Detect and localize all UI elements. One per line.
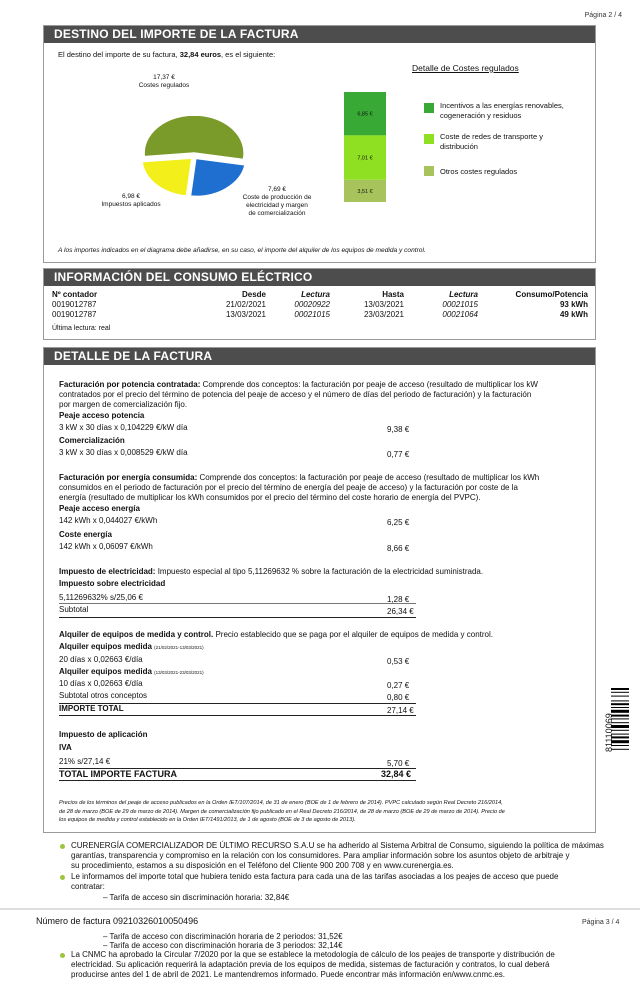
col-consumo: Consumo/Potencia — [515, 289, 588, 299]
consumo-title: INFORMACIÓN DEL CONSUMO ELÉCTRICO — [44, 269, 595, 286]
cell-lectura2: 00021015 — [442, 299, 478, 309]
tarifa-3-periodos: – Tarifa de acceso con discriminación horaria de 3 periodos: 32,14€ — [103, 941, 343, 950]
imp-elec-amount: 1,28 € — [387, 595, 410, 604]
comercializacion-label: Comercialización — [59, 436, 125, 445]
imp-elec-calc: 5,11269632% s/25,06 € — [59, 593, 143, 602]
energia-heading: Facturación por energía consumida: — [59, 473, 198, 482]
table-row — [50, 299, 590, 309]
pie-label-regulados-text: Costes regulados — [138, 82, 190, 89]
cell-lectura1: 00020922 — [294, 299, 330, 309]
factura-number: Número de factura 09210326010050496 — [36, 916, 199, 926]
alquiler2-period: (13/03/2021-23/03/2021) — [154, 670, 204, 675]
energia-desc3: energía (resultado de multiplicar los kWh consumidos por el precio del término del coste horario de energía del PVPC). — [59, 493, 481, 502]
pie-label-produccion-text3: de comercialización — [248, 210, 306, 217]
pie-slice-2 — [142, 158, 192, 196]
notes-line1: Precios de los términos del peaje de acceso publicados en la Orden IET/107/2014, de 31 de enero (BOE de 1 de febrero de 2014). PVPC calculado según Real Decreto 216/2014, — [59, 800, 503, 806]
coste-energia-amount: 8,66 € — [387, 544, 410, 553]
intro-post: , es el siguiente: — [221, 50, 276, 59]
page-number: Página 2 / 4 — [584, 12, 622, 19]
info-arbitraje-l2: garantías, transparencia y compromiso en la relación con los consumidores. Para ampliar información sobre los asuntos objeto de arbitraje y — [71, 851, 570, 860]
iva-amount: 5,70 € — [387, 759, 410, 768]
imp-aplicacion-label: Impuesto de aplicación — [59, 730, 148, 739]
cell-contador: 0019012787 — [52, 309, 97, 319]
bullet-icon — [60, 875, 65, 880]
legend-redes — [440, 132, 543, 151]
destino-footnote: A los importes indicados en el diagrama debe añadirse, en su caso, el importe del alquiler de los equipos de medida y control. — [58, 247, 426, 254]
col-contador: Nº contador — [52, 289, 98, 299]
subtotal-otros-label: Subtotal otros conceptos — [59, 691, 148, 700]
legend-swatch-incentivos — [424, 103, 434, 113]
potencia-desc3: por margen de comercialización fijo. — [59, 400, 188, 409]
imp-elec-description — [59, 567, 589, 577]
peaje-potencia-amount: 9,38 € — [387, 425, 410, 434]
cell-consumo: 49 kWh — [559, 309, 588, 319]
detalle-costes-title: Detalle de Costes regulados — [412, 63, 519, 73]
consumo-table — [50, 289, 590, 319]
total-factura-amount: 32,84 € — [381, 769, 412, 779]
col-lectura1: Lectura — [301, 289, 330, 299]
legend-incentivos-l2: cogeneración y residuos — [440, 110, 522, 120]
divider — [59, 617, 416, 618]
cell-contador: 0019012787 — [52, 299, 97, 309]
potencia-desc1: Comprende dos conceptos: la facturación por peaje de acceso (resultado de multiplicar los kW — [200, 380, 538, 389]
comercializacion-amount: 0,77 € — [387, 450, 410, 459]
legend-incentivos — [440, 101, 564, 120]
col-lectura2: Lectura — [449, 289, 478, 299]
pie-label-produccion-value: 7,69 € — [267, 186, 287, 193]
cell-desde: 13/03/2021 — [225, 309, 266, 319]
energia-desc1: Comprende dos conceptos: la facturación por peaje de acceso (resultado de multiplicar los kWh — [197, 473, 540, 482]
intro-amount: 32,84 euros — [179, 50, 222, 59]
pie-label-impuestos-value: 6,98 € — [121, 193, 141, 200]
notes-line3: los equipos de medida y control establecido en la Orden IET/1491/2013, de 1 de agosto (BOE de 3 de agosto de 2013). — [59, 817, 356, 823]
divider — [59, 603, 416, 604]
cell-lectura2: 00021064 — [442, 309, 478, 319]
divider — [59, 780, 416, 781]
alquiler-heading: Alquiler de equipos de medida y control. — [59, 630, 214, 639]
peaje-potencia-calc: 3 kW x 30 días x 0,104229 €/kW día — [59, 423, 188, 432]
subtotal-otros-amount: 0,80 € — [387, 693, 410, 702]
detalle-notes — [59, 799, 589, 825]
alquiler1-label — [59, 642, 204, 653]
legend-otros: Otros costes regulados — [440, 167, 518, 176]
info-cnmc-l2: electricidad. Su aplicación requerirá la adaptación previa de los equipos de medida, sistemas de facturación y contratos, lo cual deberá — [71, 960, 550, 969]
detalle-title: DETALLE DE LA FACTURA — [44, 348, 595, 365]
potencia-desc2: contratados por el precio del término de potencia del peaje de acceso y el número de días del periodo de facturación) y la facturación — [59, 390, 532, 399]
destino-section — [43, 25, 596, 263]
cell-lectura1: 00021015 — [294, 309, 330, 319]
alquiler2-calc: 10 días x 0,02663 €/día — [59, 679, 143, 688]
alquiler2-label — [59, 667, 204, 678]
total-factura-label: TOTAL IMPORTE FACTURA — [59, 769, 177, 779]
info-arbitraje — [71, 841, 611, 871]
imp-elec-desc: Impuesto especial al tipo 5,11269632 % sobre la facturación de la electricidad suministrada. — [155, 567, 484, 576]
pie-label-impuestos-text: Impuestos aplicados — [101, 201, 161, 208]
alquiler2-amount: 0,27 € — [387, 681, 410, 690]
info-cnmc — [71, 950, 611, 980]
info-tarifas-l1: Le informamos del importe total que hubiera tenido esta factura para cada una de las tarifas asociadas a los peajes de acceso que puede — [71, 872, 559, 881]
page-number-3: Página 3 / 4 — [582, 919, 620, 926]
legend-redes-l2: distribución — [440, 141, 478, 151]
iva-label: IVA — [59, 743, 72, 752]
pie-slice-0 — [144, 116, 244, 159]
info-tarifas — [71, 872, 611, 892]
legend-redes-l1: Coste de redes de transporte y — [440, 132, 543, 141]
tarifa-sin-discriminacion: – Tarifa de acceso sin discriminación horaria: 32,84€ — [103, 893, 290, 902]
coste-energia-label: Coste energía — [59, 530, 112, 539]
consumo-header-row — [50, 289, 590, 299]
subtotal-label: Subtotal — [59, 605, 89, 614]
peaje-potencia-label: Peaje acceso potencia — [59, 411, 145, 420]
intro-pre: El destino del importe de su factura, — [58, 50, 180, 59]
bar-value-label-0: 6,85 € — [357, 111, 373, 118]
potencia-heading: Facturación por potencia contratada: — [59, 380, 201, 389]
info-tarifas-l2: contratar: — [71, 882, 105, 891]
costes-regulados-bar — [344, 92, 386, 202]
legend-swatch-otros — [424, 166, 434, 176]
info-cnmc-l1: La CNMC ha aprobado la Circular 7/2020 por la que se establece la metodología de cálculo de los peajes de transporte y distribución de — [71, 950, 555, 959]
alquiler1-title: Alquiler equipos medida — [59, 642, 152, 651]
pie-label-regulados — [138, 74, 190, 90]
cell-consumo: 93 kWh — [559, 299, 588, 309]
alquiler1-amount: 0,53 € — [387, 657, 410, 666]
alquiler-description — [59, 630, 589, 640]
bar-value-label-2: 3,51 € — [357, 188, 373, 195]
peaje-energia-calc: 142 kWh x 0,044027 €/kWh — [59, 516, 158, 525]
potencia-description — [59, 380, 589, 410]
barcode-number: 81110069 — [604, 713, 614, 752]
bullet-icon — [60, 844, 65, 849]
pie-label-produccion-text1: Coste de producción de — [242, 194, 312, 201]
energia-desc2: consumidos en el periodo de facturación por el precio del término de energía del peaje de acceso) y la facturación por coste de la — [59, 483, 518, 492]
col-hasta: Hasta — [382, 289, 404, 299]
alquiler2-title: Alquiler equipos medida — [59, 667, 152, 676]
alquiler1-period: (21/02/2021-13/03/2021) — [154, 645, 204, 650]
legend-swatch-redes — [424, 134, 434, 144]
coste-energia-calc: 142 kWh x 0,06097 €/kWh — [59, 542, 153, 551]
comercializacion-calc: 3 kW x 30 días x 0,008529 €/kW día — [59, 448, 188, 457]
consumo-section — [43, 268, 596, 340]
imp-elec-heading: Impuesto de electricidad: — [59, 567, 156, 576]
detalle-section — [43, 347, 596, 833]
tarifa-2-periodos: – Tarifa de acceso con discriminación horaria de 2 periodos: 31,52€ — [103, 932, 343, 941]
pie-label-impuestos — [96, 193, 166, 209]
energia-description — [59, 473, 589, 503]
ultima-lectura: Última lectura: real — [52, 325, 111, 332]
subtotal-amount: 26,34 € — [387, 607, 414, 616]
alquiler-desc: Precio establecido que se paga por el alquiler de equipos de medida y control. — [213, 630, 493, 639]
peaje-energia-amount: 6,25 € — [387, 518, 410, 527]
cell-hasta: 23/03/2021 — [363, 309, 404, 319]
cell-desde: 21/02/2021 — [225, 299, 266, 309]
pie-label-produccion-text2: electricidad y margen — [246, 202, 308, 209]
bar-value-label-1: 7,01 € — [357, 155, 373, 162]
importe-total-amount: 27,14 € — [387, 706, 414, 715]
col-desde: Desde — [241, 289, 266, 299]
info-arbitraje-l1: CURENERGÍA COMERCIALIZADOR DE ÚLTIMO RECURSO S.A.U se ha adherido al Sistema Arbitral de Consumo, siguiendo la política de máximas — [71, 841, 604, 850]
table-row — [50, 309, 590, 319]
info-cnmc-l3: producirse antes del 1 de abril de 2021. Le mantendremos informado. Puede encontrar más información en/www.cnmc.es. — [71, 970, 506, 979]
alquiler1-calc: 20 días x 0,02663 €/día — [59, 655, 143, 664]
notes-line2: de 28 de marzo (BOE de 29 de marzo de 2014). Margen de comercialización fijo publicado en el Real Decreto 216/2014, de 28 de marzo (BOE de 29 de marzo de 2014). Precio de — [59, 808, 505, 815]
destino-title: DESTINO DEL IMPORTE DE LA FACTURA — [44, 26, 595, 43]
cell-hasta: 13/03/2021 — [363, 299, 404, 309]
destino-intro — [58, 50, 275, 60]
page-break — [0, 908, 640, 910]
iva-calc: 21% s/27,14 € — [59, 757, 111, 766]
importe-total-label: IMPORTE TOTAL — [59, 704, 124, 713]
info-arbitraje-l3: su procedimiento, estamos a su disposición en el Teléfono del Cliente 900 200 708 y en www.curenergia.es. — [71, 861, 454, 870]
legend-incentivos-l1: Incentivos a las energías renovables, — [440, 101, 564, 110]
divider — [59, 715, 416, 716]
pie-label-regulados-value: 17,37 € — [153, 74, 175, 81]
bullet-icon — [60, 953, 65, 958]
peaje-energia-label: Peaje acceso energía — [59, 504, 140, 513]
imp-elec-label: Impuesto sobre electricidad — [59, 579, 166, 588]
pie-label-produccion — [232, 186, 322, 218]
